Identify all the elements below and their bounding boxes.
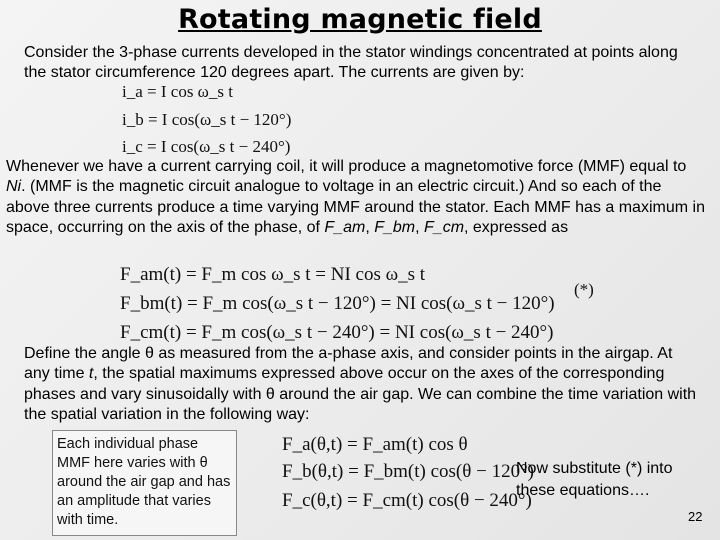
mmf-sep-2: ,	[415, 218, 425, 236]
page-number: 22	[688, 509, 703, 524]
fbm-term: F_bm	[374, 218, 416, 236]
mmf-equation-b: F_bm(t) = F_m cos(ω_s t − 120°) = NI cos(ω_s t − 120°)	[120, 293, 555, 314]
mmf-paragraph	[6, 157, 706, 238]
angle-text-1: Define the angle θ as measured from the a-phase axis, and consider points in the airgap. At any time	[24, 345, 673, 383]
mmf-equation-a: F_am(t) = F_m cos ω_s t = NI cos ω_s t	[120, 264, 426, 285]
note-box	[52, 430, 237, 536]
star-marker: (*)	[574, 280, 594, 299]
fam-term: F_am	[324, 218, 366, 236]
current-equation-a: i_a = I cos ω_s t	[122, 82, 233, 101]
current-equation-b: i_b = I cos(ω_s t − 120°)	[122, 110, 292, 129]
spatial-equation-a: F_a(θ,t) = F_am(t) cos θ	[282, 434, 468, 455]
note-text: Each individual phase MMF here varies with θ around the air gap and has an amplitude that varies with time.	[57, 436, 231, 528]
angle-text-2: , the spatial maximums expressed above occur on the axes of the corresponding phases and vary sinusoidally with θ around the air gap. We can combine the time variation with the spatial variation in the following way:	[24, 365, 697, 423]
spatial-equation-b: F_b(θ,t) = F_bm(t) cos(θ − 120°)	[282, 461, 534, 482]
intro-paragraph: Consider the 3-phase currents developed in the stator windings concentrated at points along the stator circumference 120 degrees apart. The currents are given by:	[24, 44, 678, 82]
substitute-note: Now substitute (*) into these equations….	[516, 460, 673, 499]
ni-term: Ni	[6, 178, 22, 196]
mmf-equation-c: F_cm(t) = F_m cos(ω_s t − 240°) = NI cos(ω_s t − 240°)	[120, 322, 554, 343]
spatial-equation-c: F_c(θ,t) = F_cm(t) cos(θ − 240°)	[282, 490, 532, 511]
mmf-text-3: , expressed as	[464, 218, 569, 236]
page-title: Rotating magnetic field	[178, 4, 542, 35]
mmf-sep-1: ,	[365, 218, 375, 236]
fcm-term: F_cm	[424, 218, 465, 236]
mmf-text-1: Whenever we have a current carrying coil, it will produce a magnetomotive force (MMF) equal to	[6, 158, 687, 175]
t-term: t	[88, 365, 94, 383]
angle-paragraph	[24, 344, 700, 425]
current-equation-c: i_c = I cos(ω_s t − 240°)	[122, 137, 291, 156]
mmf-text-2: . (MMF is the magnetic circuit analogue to voltage in an electric circuit.) And so each of the above three currents produce a time varying MMF around the stator. Each MMF has a maximum in space, occurring on the axis of the phase, of	[6, 178, 705, 236]
